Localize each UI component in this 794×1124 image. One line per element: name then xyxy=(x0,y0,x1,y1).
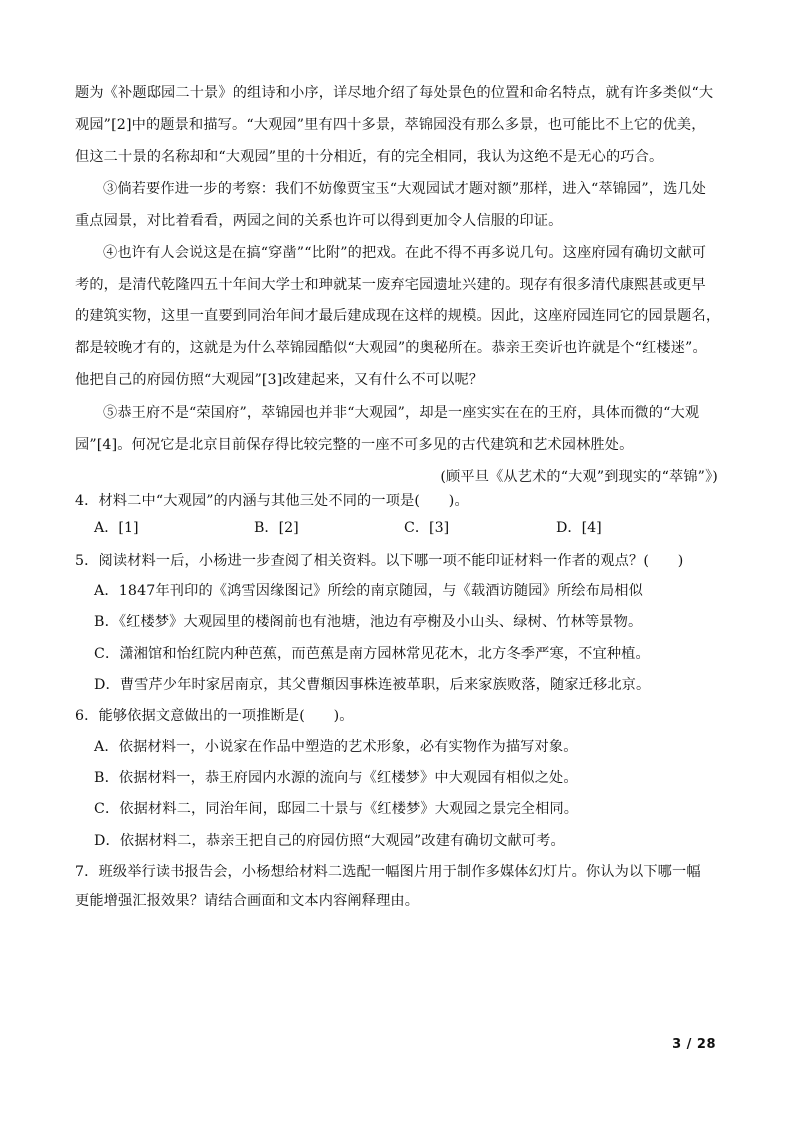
question-5-stem: 5．阅读材料一后，小杨进一步查阅了相关资料。以下哪一项不能印证材料一作者的观点？( ) xyxy=(75,553,684,569)
source-citation: (顾平旦《从艺术的“大观”到现实的“萃锦”》) xyxy=(440,469,718,485)
question-7-line: 更能增强汇报效果？请结合画面和文本内容阐释理由。 xyxy=(75,893,420,909)
paragraph-line: ④也许有人会说这是在搞“穿凿”“比附”的把戏。在此不得不再多说几句。这座府园有确切文献可 xyxy=(103,245,707,261)
option-a: A．1847年刊印的《鸿雪因缘图记》所绘的南京随园，与《载酒访随园》所绘布局相似 xyxy=(94,583,643,599)
paragraph-line: 都是较晚才有的，这就是为什么萃锦园酷似“大观园”的奥秘所在。恭亲王奕䜣也许就是个“红楼迷”。 xyxy=(75,340,707,356)
paragraph-line: 他把自己的府园仿照“大观园”[3]改建起来，又有什么不可以呢？ xyxy=(75,372,484,388)
paragraph-line: ③倘若要作进一步的考察：我们不妨像贾宝玉“大观园试才题对额”那样，进入“萃锦园”，选几处 xyxy=(103,181,707,197)
paragraph-line: 但这二十景的名称却和“大观园”里的十分相近，有的完全相同，我认为这绝不是无心的巧合。 xyxy=(75,149,664,165)
question-6-stem: 6．能够依据文意做出的一项推断是( )。 xyxy=(75,708,354,724)
option-b: B．《红楼梦》大观园里的楼阁前也有池塘，池边有亭榭及小山头、绿树、竹林等景物。 xyxy=(94,614,643,630)
paragraph-line: 观园”[2]中的题景和描写。“大观园”里有四十多景，萃锦园没有那么多景，也可能比不上它的优美， xyxy=(75,117,706,133)
option-c: C．依据材料二，同治年间，邸园二十景与《红楼梦》大观园之景完全相同。 xyxy=(94,801,579,817)
paragraph-line: 园”[4]。何况它是北京目前保存得比较完整的一座不可多见的古代建筑和艺术园林胜处。 xyxy=(75,437,634,453)
paragraph-line: 题为《补题邸园二十景》的组诗和小序，详尽地介绍了每处景色的位置和命名特点，就有许多类似“大 xyxy=(75,85,714,101)
option-d: D．依据材料二，恭亲王把自己的府园仿照“大观园”改建有确切文献可考。 xyxy=(94,833,565,849)
option-c: C．潇湘馆和怡红院内种芭蕉，而芭蕉是南方园林常见花木，北方冬季严寒，不宜种植。 xyxy=(94,646,650,662)
page-number: 3 / 28 xyxy=(672,1037,716,1052)
paragraph-line: 考的，是清代乾隆四五十年间大学士和珅就某一废弃宅园遗址兴建的。现存有很多清代康熙甚或更早 xyxy=(75,277,706,293)
option-a: A．[1] xyxy=(94,520,139,536)
option-d: D．曹雪芹少年时家居南京，其父曹頫因事株连被革职，后来家族败落，随家迁移北京。 xyxy=(94,677,651,693)
paragraph-line: ⑤恭王府不是“荣国府”，萃锦园也并非“大观园”，却是一座实实在在的王府，具体而微的“大观 xyxy=(103,405,700,421)
option-d: D．[4] xyxy=(556,520,602,536)
question-7-line: 7．班级举行读书报告会，小杨想给材料二选配一幅图片用于制作多媒体幻灯片。你认为以下哪一幅 xyxy=(75,864,701,880)
option-b: B．依据材料一，恭王府园内水源的流向与《红楼梦》中大观园有相似之处。 xyxy=(94,770,578,786)
option-b: B．[2] xyxy=(254,520,299,536)
option-a: A．依据材料一，小说家在作品中塑造的艺术形象，必有实物作为描写对象。 xyxy=(94,739,578,755)
question-4-stem: 4．材料二中“大观园”的内涵与其他三处不同的一项是( )。 xyxy=(75,493,469,509)
option-c: C．[3] xyxy=(404,520,450,536)
paragraph-line: 的建筑实物，这里一直要到同治年间才最后建成现在这样的规模。因此，这座府园连同它的园景题名， xyxy=(75,308,721,324)
paragraph-line: 重点园景，对比着看看，两园之间的关系也许可以得到更加令人信服的印证。 xyxy=(75,213,563,229)
